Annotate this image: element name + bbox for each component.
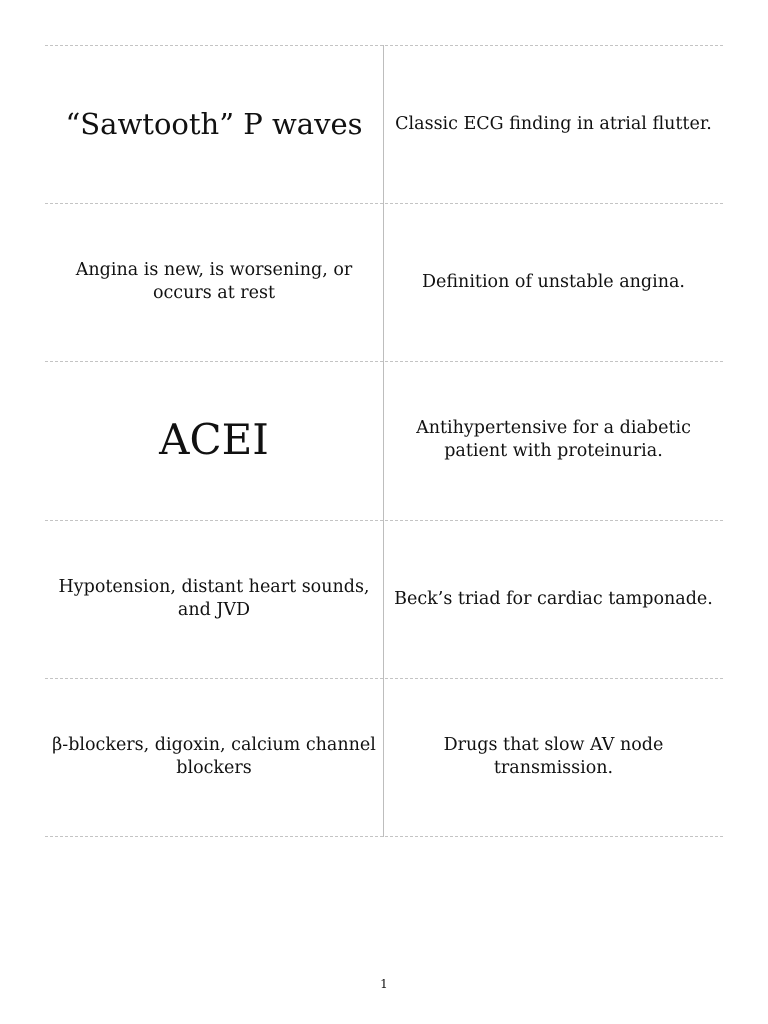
card-definition: Antihypertensive for a diabetic patient with proteinuria.	[416, 418, 691, 461]
card-definition: Classic ECG finding in atrial flutter.	[395, 113, 712, 134]
card-term-cell	[45, 361, 383, 519]
flashcard-sheet	[45, 45, 723, 837]
card-term: β-blockers, digoxin, calcium channel blockers	[52, 735, 376, 778]
flashcard-row	[45, 203, 723, 361]
card-definition-cell	[384, 203, 723, 361]
card-definition: Drugs that slow AV node transmission.	[443, 735, 664, 778]
card-term: Angina is new, is worsening, or occurs at rest	[75, 260, 353, 303]
card-term: ACEI	[159, 415, 269, 464]
flashcard-row	[45, 520, 723, 678]
card-definition-cell	[384, 361, 723, 519]
card-term: Hypotension, distant heart sounds, and JVD	[58, 577, 370, 620]
card-term: “Sawtooth” P waves	[65, 107, 363, 141]
card-definition-cell	[384, 520, 723, 678]
flashcard-row	[45, 678, 723, 836]
card-term-cell	[45, 520, 383, 678]
card-definition-cell	[384, 678, 723, 836]
cut-line	[45, 836, 723, 837]
card-definition: Beck’s triad for cardiac tamponade.	[394, 588, 713, 609]
card-term-cell	[45, 203, 383, 361]
card-definition: Definition of unstable angina.	[422, 271, 685, 292]
page-number: 1	[380, 977, 388, 991]
flashcard-row	[45, 361, 723, 519]
flashcard-row	[45, 45, 723, 203]
card-definition-cell	[384, 45, 723, 203]
card-term-cell	[45, 678, 383, 836]
card-term-cell	[45, 45, 383, 203]
